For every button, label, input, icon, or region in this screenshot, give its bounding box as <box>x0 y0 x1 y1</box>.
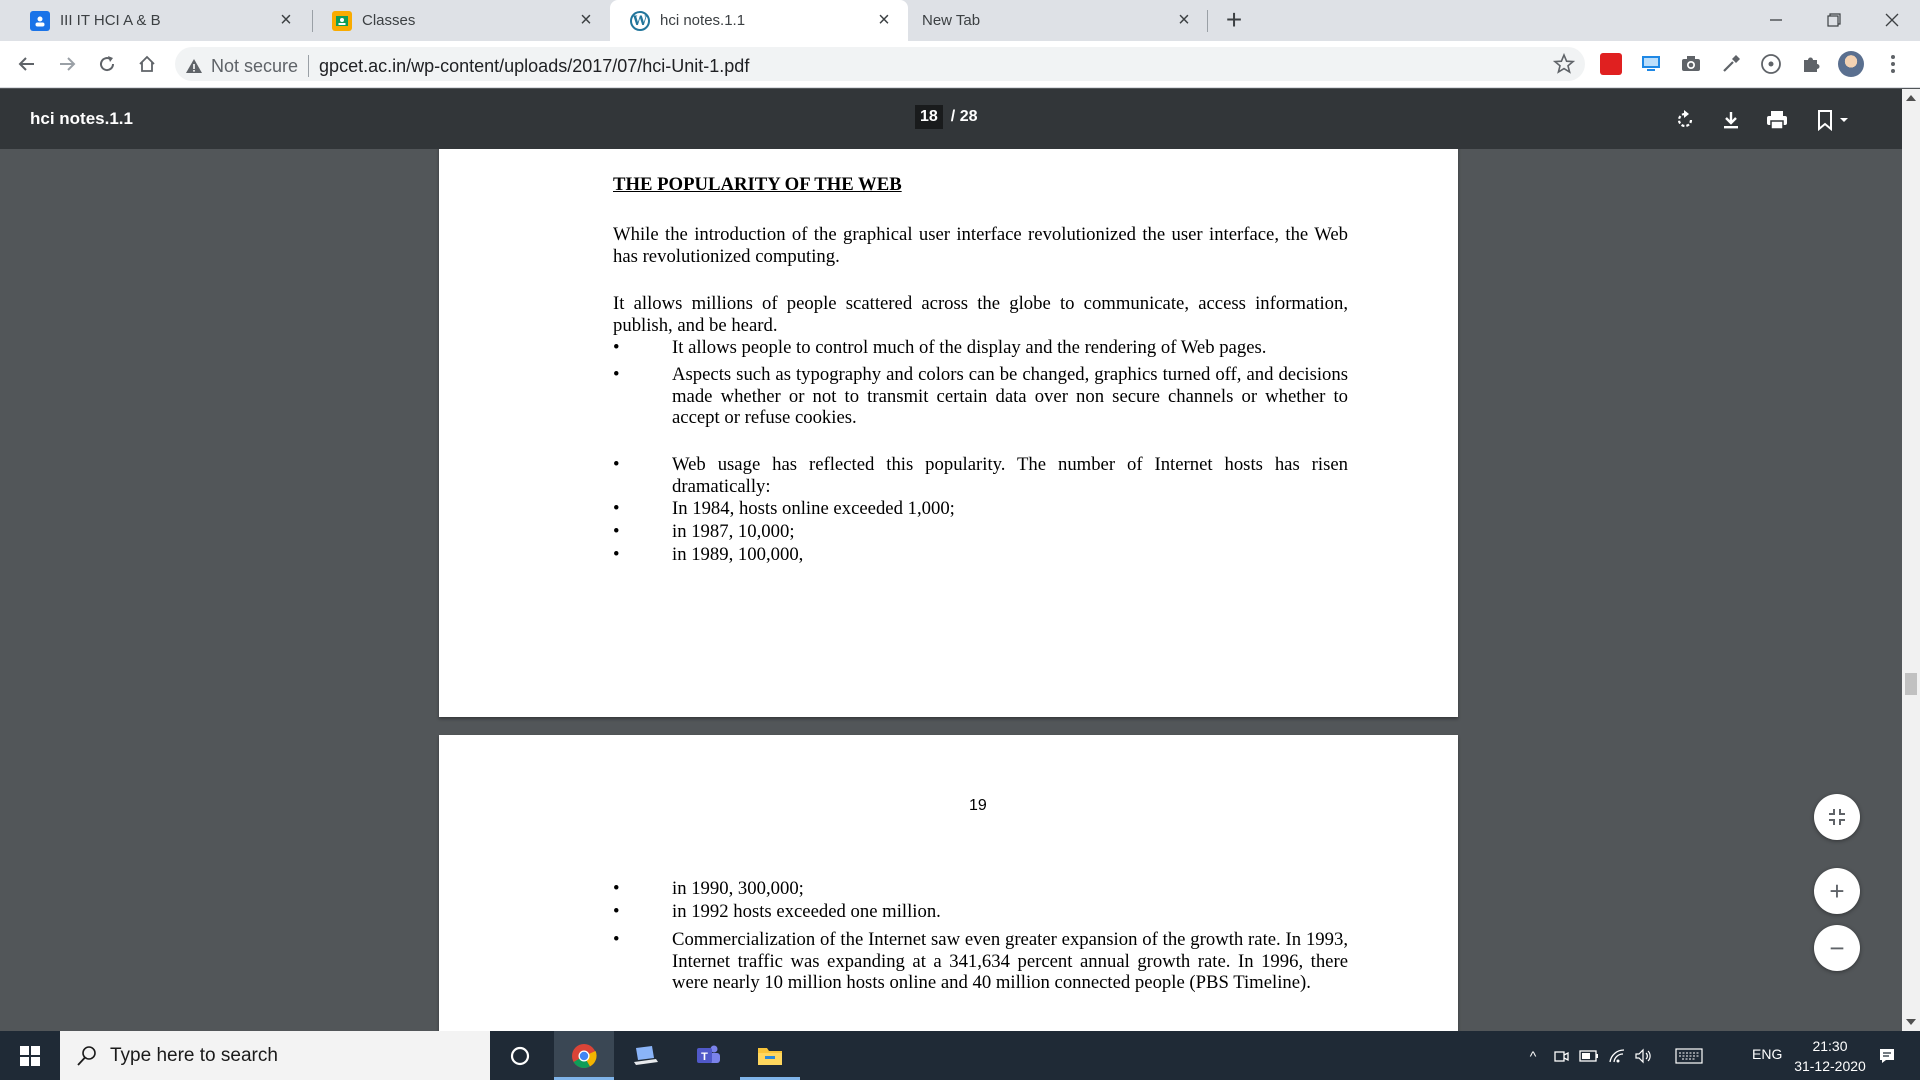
search-placeholder: Type here to search <box>110 1044 278 1066</box>
eyedropper-icon <box>1720 53 1742 75</box>
eyedropper-extension-button[interactable] <box>1718 51 1744 77</box>
close-window-button[interactable] <box>1872 6 1912 34</box>
profile-avatar-button[interactable] <box>1838 51 1864 77</box>
close-tab-icon[interactable]: × <box>580 9 592 31</box>
browser-toolbar <box>0 41 1920 88</box>
laptop-share-icon <box>632 1044 660 1068</box>
close-tab-icon[interactable]: × <box>878 9 890 31</box>
touch-keyboard-icon[interactable] <box>1674 1045 1704 1067</box>
pdf-viewer[interactable] <box>0 149 1902 1031</box>
tab-title: New Tab <box>922 12 981 29</box>
scroll-up-arrow-icon[interactable] <box>1906 95 1916 101</box>
download-button[interactable] <box>1716 105 1746 135</box>
pdf-page-18 <box>439 149 1458 717</box>
screenshot-extension-button[interactable] <box>1638 51 1664 77</box>
star-icon <box>1553 53 1575 75</box>
minimize-button[interactable] <box>1756 6 1796 34</box>
bookmark-button[interactable] <box>1812 105 1856 135</box>
classroom-icon <box>30 11 50 31</box>
restore-icon <box>1827 13 1841 27</box>
taskbar-search-box[interactable] <box>60 1031 490 1080</box>
forward-arrow-icon <box>57 54 77 74</box>
folder-icon <box>756 1044 784 1068</box>
reload-button[interactable] <box>92 49 122 79</box>
list-item-text: Aspects such as typography and colors can be changed, graphics turned off, and decisions made whether or not to transmit certain data over non secure channels or whether to accept or refuse cookies. <box>672 364 1348 428</box>
fit-to-page-icon <box>1827 807 1847 827</box>
scroll-thumb[interactable] <box>1905 673 1917 695</box>
list-item-text: Commercialization of the Internet saw even greater expansion of the growth rate. In 1993, Internet traffic was expanding at a 341,634 percent annual growth rate. In 1996, there were nearly 10 million hosts online and 40 million connected people (PBS Timeline). <box>672 929 1348 993</box>
zoom-out-button[interactable] <box>1814 925 1860 971</box>
home-icon <box>137 54 157 74</box>
acrobat-extension-button[interactable] <box>1598 51 1624 77</box>
wifi-icon[interactable] <box>1606 1045 1628 1067</box>
file-explorer-button[interactable] <box>740 1031 800 1080</box>
bullet: • <box>613 337 620 358</box>
tab-new-tab[interactable] <box>908 0 1208 41</box>
google-classroom-icon <box>332 11 352 31</box>
bullet: • <box>613 521 620 542</box>
zoom-in-icon: + <box>1829 875 1845 906</box>
bookmark-dropdown-icon <box>1814 109 1854 131</box>
fit-to-page-button[interactable] <box>1814 794 1860 840</box>
print-button[interactable] <box>1762 105 1792 135</box>
clock-date: 31-12-2020 <box>1794 1058 1866 1074</box>
tab-strip <box>0 0 1920 41</box>
wordpress-icon: W <box>630 11 650 31</box>
warning-icon <box>185 57 203 75</box>
page-number-input[interactable]: 18 <box>915 105 943 129</box>
url-text[interactable]: gpcet.ac.in/wp-content/uploads/2017/07/hci-Unit-1.pdf <box>319 55 750 76</box>
list-item-text: In 1984, hosts online exceeded 1,000; <box>672 498 955 519</box>
extension-circle-icon <box>1760 53 1782 75</box>
start-button[interactable] <box>0 1031 60 1080</box>
address-separator <box>308 55 309 77</box>
network-app-button[interactable] <box>616 1031 676 1080</box>
input-language[interactable]: ENG <box>1752 1046 1783 1062</box>
close-icon <box>1885 13 1899 27</box>
minimize-icon <box>1769 13 1783 27</box>
tab-title: hci notes.1.1 <box>660 12 746 29</box>
chrome-menu-button[interactable] <box>1880 51 1906 77</box>
rotate-button[interactable] <box>1670 105 1700 135</box>
bullet: • <box>613 364 620 385</box>
security-label[interactable]: Not secure <box>211 55 299 76</box>
list-item-text: in 1987, 10,000; <box>672 521 795 542</box>
cortana-icon <box>509 1045 531 1067</box>
svg-text:T: T <box>701 1050 708 1063</box>
close-tab-icon[interactable]: × <box>1178 9 1190 31</box>
restore-button[interactable] <box>1814 6 1854 34</box>
pdf-toolbar <box>0 89 1920 149</box>
extensions-button[interactable] <box>1798 51 1824 77</box>
camera-extension-button[interactable] <box>1678 51 1704 77</box>
monitor-icon <box>1640 53 1662 75</box>
bookmark-star-button[interactable] <box>1553 53 1575 80</box>
paragraph: It allows millions of people scattered across the globe to communicate, access information, publish, and be heard. <box>613 293 1348 336</box>
bullet: • <box>613 878 620 899</box>
pdf-page-19 <box>439 735 1458 1031</box>
vertical-scrollbar[interactable] <box>1902 89 1920 1031</box>
scroll-down-arrow-icon[interactable] <box>1906 1019 1916 1025</box>
address-bar[interactable] <box>175 47 1585 81</box>
chrome-icon <box>571 1043 597 1069</box>
page-number: 19 <box>969 797 987 814</box>
bullet: • <box>613 544 620 565</box>
tab-classes[interactable] <box>312 0 610 41</box>
tab-title: III IT HCI A & B <box>60 12 161 29</box>
close-tab-icon[interactable]: × <box>280 9 292 31</box>
windows-logo-icon <box>19 1045 41 1067</box>
list-item-text: in 1992 hosts exceeded one million. <box>672 901 941 922</box>
back-arrow-icon <box>17 54 37 74</box>
reload-icon <box>97 54 117 74</box>
puzzle-icon <box>1800 53 1822 75</box>
cortana-button[interactable] <box>490 1031 550 1080</box>
ublock-extension-button[interactable] <box>1758 51 1784 77</box>
avatar <box>1838 51 1864 77</box>
zoom-out-icon: − <box>1829 932 1845 963</box>
pdf-title: hci notes.1.1 <box>30 109 133 128</box>
address-bar-content <box>185 55 749 77</box>
teams-icon <box>694 1043 722 1069</box>
bullet: • <box>613 498 620 519</box>
bullet: • <box>613 929 620 950</box>
home-button[interactable] <box>132 49 162 79</box>
clock-time: 21:30 <box>1812 1038 1848 1054</box>
page-indicator <box>915 105 977 129</box>
section-heading: THE POPULARITY OF THE WEB <box>613 174 902 195</box>
show-hidden-icons-chevron-icon[interactable]: ^ <box>1529 1048 1537 1064</box>
acrobat-icon <box>1600 53 1622 75</box>
kebab-menu-icon <box>1890 54 1896 74</box>
list-item-text: It allows people to control much of the display and the rendering of Web pages. <box>672 337 1267 358</box>
back-button[interactable] <box>12 49 42 79</box>
total-pages: / 28 <box>950 108 978 125</box>
notifications-icon[interactable] <box>1876 1045 1898 1067</box>
list-item-text: in 1990, 300,000; <box>672 878 804 899</box>
battery-icon[interactable] <box>1578 1045 1600 1067</box>
rotate-icon <box>1674 109 1696 131</box>
list-item-text: in 1989, 100,000, <box>672 544 804 565</box>
paragraph: While the introduction of the graphical user interface revolutionized the user interface, the Web has revolutionized computing. <box>613 224 1348 267</box>
tab-title: Classes <box>362 12 416 29</box>
volume-icon[interactable] <box>1632 1045 1654 1067</box>
bullet: • <box>613 454 620 475</box>
tab-hci-notes[interactable] <box>610 0 908 41</box>
list-item-text: Web usage has reflected this popularity. The number of Internet hosts has risen dramatically: <box>672 454 1348 497</box>
bullet: • <box>613 901 620 922</box>
teams-button[interactable] <box>678 1031 738 1080</box>
new-tab-button[interactable]: + <box>1225 4 1243 35</box>
windows-taskbar <box>0 1031 1920 1080</box>
print-icon <box>1765 109 1789 131</box>
camera-icon <box>1680 53 1702 75</box>
tab-iii-it-hci[interactable] <box>10 0 310 41</box>
chrome-taskbar-button[interactable] <box>554 1031 614 1080</box>
forward-button[interactable] <box>52 49 82 79</box>
tab-separator <box>1207 10 1208 32</box>
search-icon <box>76 1045 98 1067</box>
meet-now-icon[interactable] <box>1550 1045 1572 1067</box>
download-icon <box>1720 109 1742 131</box>
clock[interactable] <box>1785 1036 1875 1076</box>
zoom-in-button[interactable] <box>1814 868 1860 914</box>
